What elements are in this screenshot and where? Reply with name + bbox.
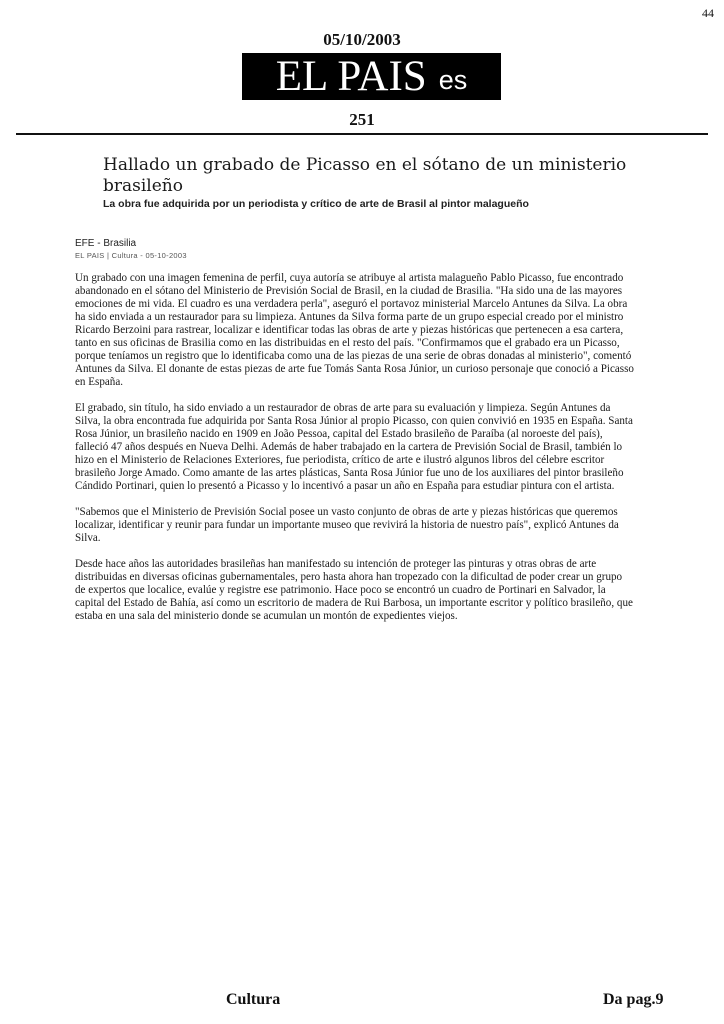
el-pais-logo — [242, 53, 501, 100]
article-byline: EFE - Brasilia — [75, 238, 137, 249]
article-paragraph: Un grabado con una imagen femenina de perfil, cuya autoría se atribuye al artista malagueño Pablo Picasso, fue encontrado abandonado en el sótano del Ministerio de Previsión Social de Brasil, en la ciudad de Brasilia. "Ha sido una de las mayores emociones de mi vida. El cuadro es una verdadera perla", aseguró el portavoz ministerial Marcelo Antunes da Silva. La obra ha sido enviada a un restaurador para su limpieza. Antunes da Silva forma parte de un grupo especial creado por el ministro Ricardo Berzoini para rastrear, localizar e identificar todas las obras de arte y piezas históricas que pertenecen a esa cartera, tanto en sus oficinas de Brasilia como en las distribuidas en el resto del país. "Confirmamos que el grabado era un Picasso, porque teníamos un registro que lo identificaba como una de las piezas de una serie de obras donadas al ministerio", comentó Antunes da Silva. El donante de estas piezas de arte fue Tomás Santa Rosa Júnior, un curioso personaje que conoció a Picasso en España. — [75, 272, 634, 388]
header-divider — [16, 133, 708, 135]
logo-suffix-text: es — [438, 65, 468, 95]
logo-main-text: EL PAIS — [275, 53, 427, 100]
article-paragraph: El grabado, sin título, ha sido enviado a un restaurador de obras de arte para su evaluación y limpieza. Según Antunes da Silva, la obra encontrada fue adquirida por Santa Rosa Júnior al propio Picasso, con quien convivió en 1935 en España. Santa Rosa Júnior, un brasileño nacido en 1909 en João Pessoa, capital del Estado brasileño de Paraíba (al noroeste del país), falleció 47 años después en Nueva Delhi. Además de haber trabajado en la cartera de Previsión Social de Brasil, también lo hizo en el Ministerio de Relaciones Exteriores, fue periodista, crítico de arte e ilustró algunos libros del célebre escritor brasileño Jorge Amado. Como amante de las artes plásticas, Santa Rosa Júnior fue uno de los auxiliares del pintor brasileño Cándido Portinari, quien lo presentó a Picasso y lo incentivó a pasar un año en España para estudiar pintura con el artista. — [75, 402, 633, 492]
article-paragraph: Desde hace años las autoridades brasileñas han manifestado su intención de proteger las pinturas y otras obras de arte distribuidas en diversas oficinas gubernamentales, pero hasta ahora han tropezado con la dificultad de poder crear un grupo de expertos que localice, evalúe y registre ese patrimonio. Hace poco se encontró un cuadro de Portinari en Salvador, la capital del Estado de Bahía, así como un escritorio de madera de Rui Barbosa, un importante escritor y político brasileño, que estaba en una sala del ministerio donde se acumulan un montón de expedientes viejos. — [75, 558, 633, 622]
article-paragraph: "Sabemos que el Ministerio de Previsión Social posee un vasto conjunto de obras de arte y piezas históricas que queremos localizar, identificar y reunir para fundar un importante museo que revivirá la historia de nuestro país", explicó Antunes da Silva. — [75, 506, 619, 544]
footer-continued-label: Da pag.9 — [603, 991, 664, 1008]
page-number: 44 — [702, 6, 714, 20]
article-headline: Hallado un grabado de Picasso en el sótano de un ministerio brasileño — [103, 155, 627, 196]
footer-section-label: Cultura — [226, 991, 281, 1008]
clip-number: 251 — [349, 110, 375, 129]
clip-date: 05/10/2003 — [323, 30, 401, 49]
article-source-line: EL PAIS | Cultura - 05-10-2003 — [75, 251, 187, 260]
article-body — [75, 272, 635, 636]
article-subheadline: La obra fue adquirida por un periodista y crítico de arte de Brasil al pintor malagueño — [103, 198, 529, 210]
